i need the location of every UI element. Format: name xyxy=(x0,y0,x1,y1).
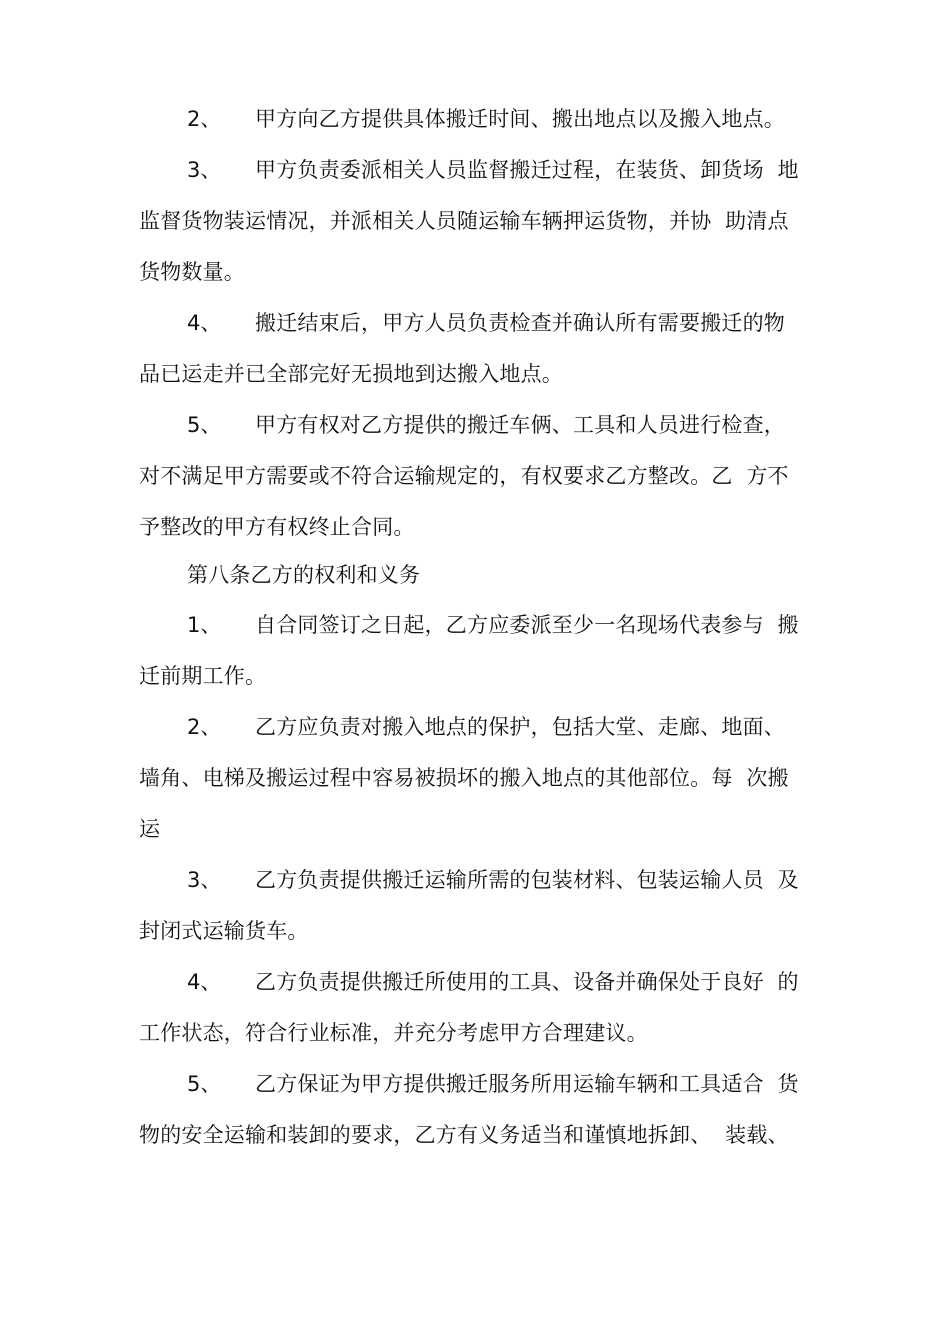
item-number: 1、 xyxy=(187,613,222,637)
paragraph-line: 甲方负责委派相关人员监督搬迁过程，在装货、卸货场 地 xyxy=(255,158,799,182)
paragraph-line: 货物数量。 xyxy=(139,260,245,284)
paragraph-line: 监督货物装运情况，并派相关人员随运输车辆押运货物，并协 助清点 xyxy=(139,209,789,233)
section-heading: 第八条乙方的权利和义务 xyxy=(187,563,421,587)
item-number: 5、 xyxy=(187,1072,222,1096)
item-number: 4、 xyxy=(187,311,222,335)
paragraph-line: 甲方向乙方提供具体搬迁时间、搬出地点以及搬入地点。 xyxy=(255,107,785,131)
paragraph-line: 对不满足甲方需要或不符合运输规定的，有权要求乙方整改。乙 方不 xyxy=(139,464,789,488)
item-number: 2、 xyxy=(187,715,222,739)
paragraph-line: 品已运走并已全部完好无损地到达搬入地点。 xyxy=(139,362,563,386)
paragraph-line: 甲方有权对乙方提供的搬迁车俩、工具和人员进行检查， xyxy=(255,413,785,437)
item-number: 5、 xyxy=(187,413,222,437)
paragraph-line: 墙角、电梯及搬运过程中容易被损坏的搬入地点的其他部位。每 次搬 xyxy=(139,766,789,790)
item-number: 2、 xyxy=(187,107,222,131)
paragraph-line: 乙方应负责对搬入地点的保护，包括大堂、走廊、地面、 xyxy=(255,715,785,739)
paragraph-line: 物的安全运输和装卸的要求，乙方有义务适当和谨慎地拆卸、 装载、 xyxy=(139,1123,789,1147)
paragraph-line: 乙方负责提供搬迁所使用的工具、设备并确保处于良好 的 xyxy=(255,970,799,994)
paragraph-line: 自合同签订之日起，乙方应委派至少一名现场代表参与 搬 xyxy=(255,613,799,637)
paragraph-line: 乙方保证为甲方提供搬迁服务所用运输车辆和工具适合 货 xyxy=(255,1072,799,1096)
item-number: 4、 xyxy=(187,970,222,994)
item-number: 3、 xyxy=(187,868,222,892)
paragraph-line: 运 xyxy=(139,817,161,841)
paragraph-line: 予整改的甲方有权终止合同。 xyxy=(139,515,415,539)
paragraph-line: 迁前期工作。 xyxy=(139,664,267,688)
paragraph-line: 封闭式运输货车。 xyxy=(139,919,309,943)
paragraph-line: 乙方负责提供搬迁运输所需的包装材料、包装运输人员 及 xyxy=(255,868,799,892)
paragraph-line: 工作状态，符合行业标准，并充分考虑甲方合理建议。 xyxy=(139,1021,648,1045)
paragraph-line: 搬迁结束后，甲方人员负责检查并确认所有需要搬迁的物 xyxy=(255,311,785,335)
item-number: 3、 xyxy=(187,158,222,182)
